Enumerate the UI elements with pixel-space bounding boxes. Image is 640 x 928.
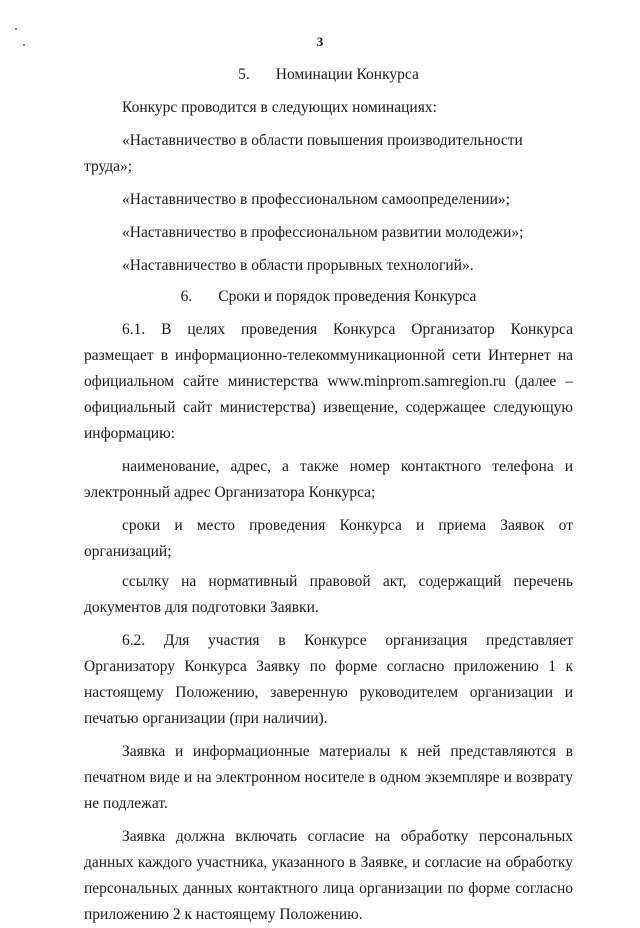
document-body [84, 62, 573, 928]
paragraph-6-1: 6.1. В целях проведения Конкурса Организатор Конкурса размещает в информационно-телекоммуникационной сети Интернет на официальном сайте министерства www.minprom.samregion.ru (далее – официальный сайт министерства) извещение, содержащее следующую информацию: [84, 321, 573, 442]
page-number: 3 [316, 34, 324, 49]
scan-speck [15, 28, 17, 30]
section-title: Номинации Конкурса [275, 66, 419, 83]
nomination-item: «Наставничество в профессиональном самоопределении»; [122, 191, 510, 208]
info-item: сроки и место проведения Конкурса и приема Заявок от организаций; [84, 517, 573, 560]
section-number: 6. [180, 288, 193, 305]
nomination-item: «Наставничество в области повышения производительности труда»; [84, 132, 523, 175]
info-item: наименование, адрес, а также номер контактного телефона и электронный адрес Организатора Конкурса; [84, 458, 573, 501]
section-6-heading [84, 284, 573, 310]
nomination-item: «Наставничество в области прорывных технологий». [122, 257, 474, 274]
section-5-heading [84, 62, 573, 88]
section-number: 5. [238, 66, 250, 83]
paragraph-intro: Конкурс проводится в следующих номинациях: [122, 99, 437, 116]
paragraph-6-2: 6.2. Для участия в Конкурсе организация представляет Организатору Конкурса Заявку по форме согласно приложению 1 к настоящему Положению, заверенную руководителем организации и печатью организации (при наличии). [84, 632, 573, 727]
paragraph-consent: Заявка должна включать согласие на обработку персональных данных каждого участника, указанного в Заявке, и согласие на обработку персональных данных контактного лица организации по форме согласно приложению 2 к настоящему Положению. [84, 828, 573, 923]
section-title: Сроки и порядок проведения Конкурса [218, 288, 477, 305]
paragraph-materials: Заявка и информационные материалы к ней представляются в печатном виде и на электронном носителе в одном экземпляре и возврату не подлежат. [84, 743, 573, 812]
nomination-item: «Наставничество в профессиональном развитии молодежи»; [122, 224, 524, 241]
info-item: ссылку на нормативный правовой акт, содержащий перечень документов для подготовки Заявки. [84, 573, 573, 616]
